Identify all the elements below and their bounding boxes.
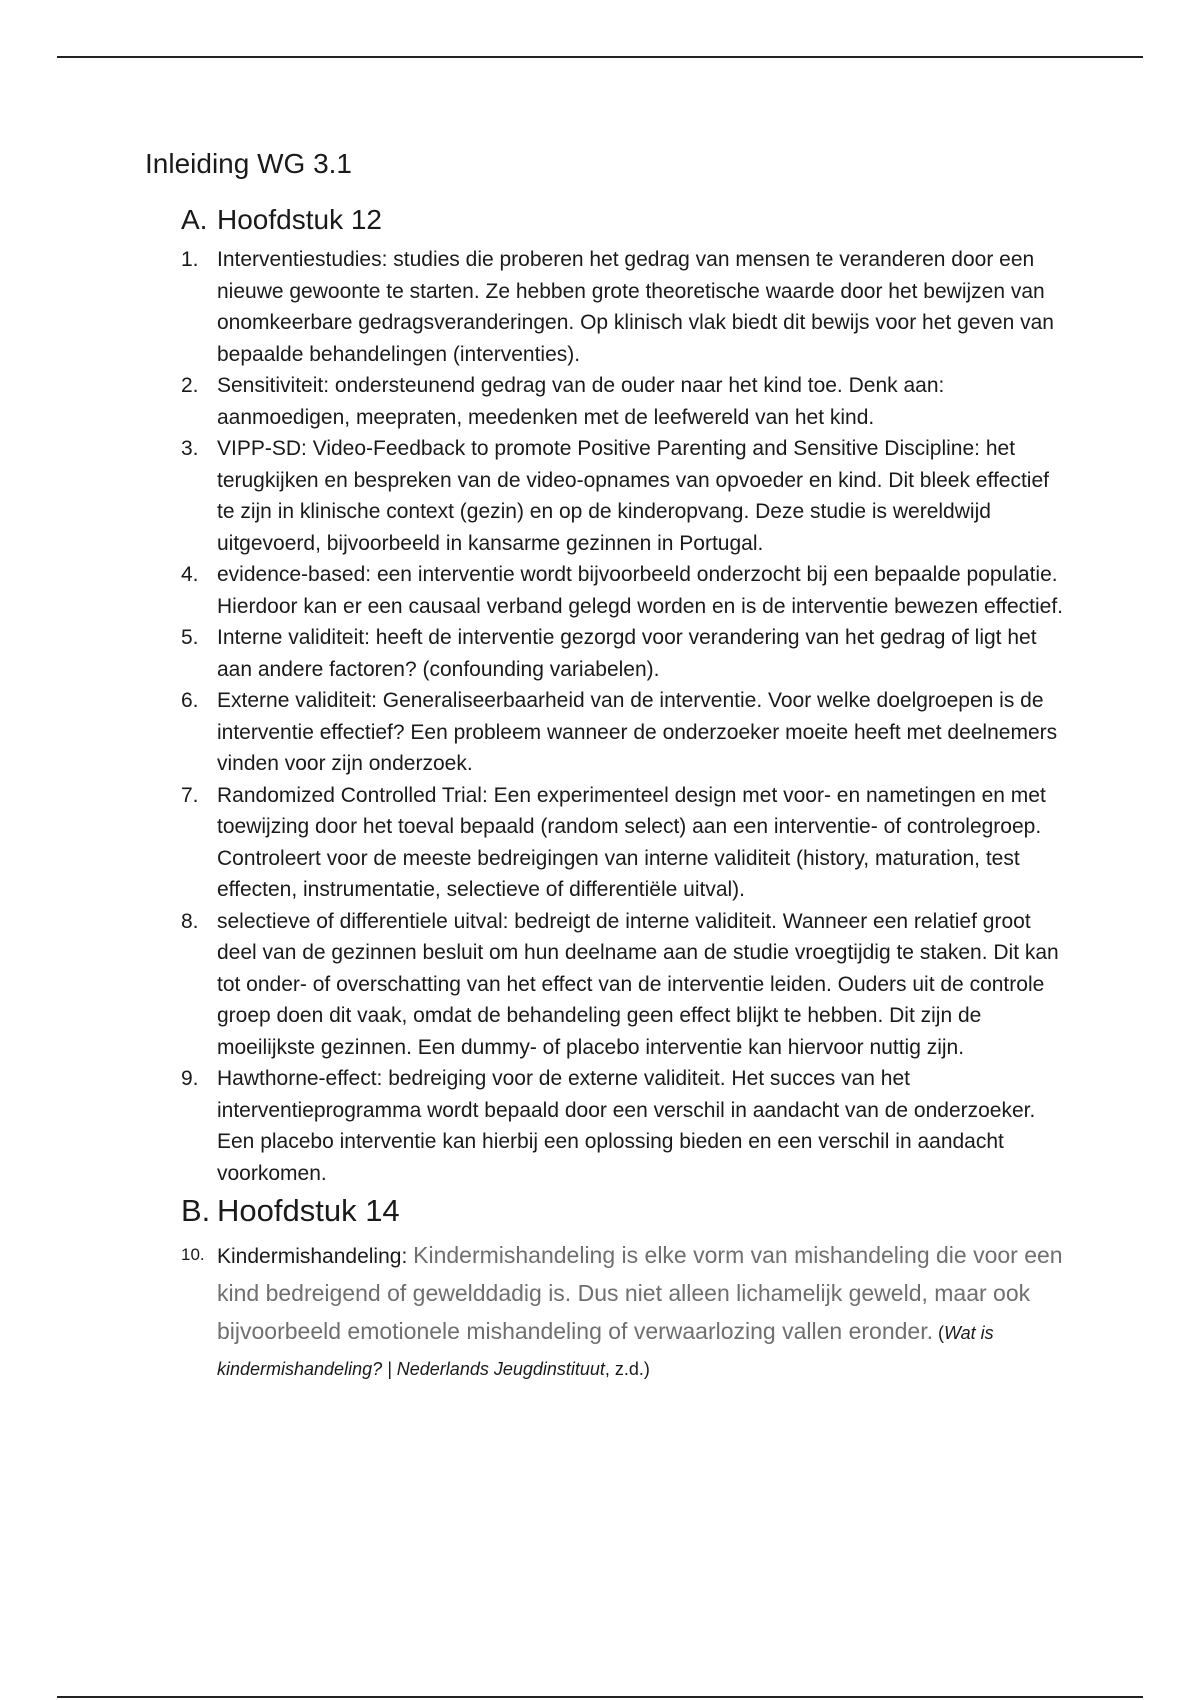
section-title: Hoofdstuk 14 bbox=[217, 1193, 400, 1228]
item-number: 6. bbox=[181, 689, 199, 712]
document-body bbox=[145, 148, 1065, 1387]
section-heading-b bbox=[181, 1193, 1065, 1229]
list-item bbox=[181, 685, 1065, 780]
list-item bbox=[181, 559, 1065, 622]
item-text: Interventiestudies: studies die proberen het gedrag van mensen te veranderen door een nieuwe gewoonte te starten. Ze hebben grote theoretische waarde door het bewijzen van onomkeerbare gedragsveranderingen. Op klinisch vlak biedt dit bewijs voor het geven van bepaalde behandelingen (interventies). bbox=[217, 248, 1054, 366]
citation-close: , z.d.) bbox=[604, 1359, 650, 1379]
section-heading-a bbox=[181, 202, 1065, 238]
item-number: 3. bbox=[181, 437, 199, 460]
list-item bbox=[181, 370, 1065, 433]
list-item bbox=[181, 906, 1065, 1064]
list-item bbox=[181, 433, 1065, 559]
item-text: Hawthorne-effect: bedreiging voor de externe validiteit. Het succes van het interventieprogramma wordt bepaald door een verschil in aandacht van de onderzoeker. Een placebo interventie kan hierbij een oplossing bieden en een verschil in aandacht voorkomen. bbox=[217, 1067, 1036, 1185]
section-title: Hoofdstuk 12 bbox=[217, 204, 382, 235]
item-number: 10. bbox=[181, 1245, 205, 1264]
section-letter: A. bbox=[181, 204, 208, 235]
item-number: 7. bbox=[181, 783, 199, 807]
citation-title: Wat is kindermishandeling? | Nederlands Jeugdinstituut bbox=[217, 1323, 994, 1379]
item-text bbox=[217, 1237, 1065, 1387]
item-definition: Kindermishandeling is elke vorm van mishandeling die voor een kind bedreigend of gewelddadig is. Dus niet alleen lichamelijk geweld, maar ook bijvoorbeeld emotionele mishandeling of verwaarlozing vallen eronder. bbox=[217, 1242, 1063, 1344]
item-text: Sensitiviteit: ondersteunend gedrag van de ouder naar het kind toe. Denk aan: aanmoedigen, meepraten, meedenken met de leefwereld van het kind. bbox=[217, 374, 945, 429]
item-term: Kindermishandeling: bbox=[217, 1245, 414, 1268]
item-number: 9. bbox=[181, 1067, 199, 1090]
item-text: Interne validiteit: heeft de interventie gezorgd voor verandering van het gedrag of ligt het aan andere factoren? (confounding variabelen). bbox=[217, 626, 1037, 681]
item-text: evidence-based: een interventie wordt bijvoorbeeld onderzocht bij een bepaalde populatie. Hierdoor kan er een causaal verband gelegd worden en is de interventie bewezen effectief. bbox=[217, 563, 1063, 618]
item-number: 4. bbox=[181, 563, 199, 586]
item-text: selectieve of differentiele uitval: bedreigt de interne validiteit. Wanneer een relatief groot deel van de gezinnen besluit om hun deelname aan de studie vroegtijdig te staken. Dit kan tot onder- of overschatting van het effect van de interventie leiden. Ouders uit de controle groep doen dit vaak, omdat de behandeling geen effect blijkt te hebben. Dit zijn de moeilijkste gezinnen. Een dummy- of placebo interventie kan hiervoor nuttig zijn. bbox=[217, 909, 1059, 1059]
item-number: 5. bbox=[181, 626, 199, 649]
citation-open: ( bbox=[933, 1323, 944, 1343]
top-rule bbox=[57, 56, 1143, 58]
list-item bbox=[181, 622, 1065, 685]
bottom-rule bbox=[57, 1696, 1143, 1698]
item-number: 1. bbox=[181, 248, 199, 271]
item-number: 8. bbox=[181, 909, 199, 933]
list-item bbox=[181, 780, 1065, 906]
item-text: VIPP-SD: Video-Feedback to promote Positive Parenting and Sensitive Discipline: het terugkijken en bespreken van de video-opnames van opvoeder en kind. Dit bleek effectief te zijn in klinische context (gezin) en op de kinderopvang. Deze studie is wereldwijd uitgevoerd, bijvoorbeeld in kansarme gezinnen in Portugal. bbox=[217, 437, 1049, 555]
item-number: 2. bbox=[181, 374, 199, 397]
list-item bbox=[181, 1063, 1065, 1189]
list-item bbox=[181, 1237, 1065, 1387]
document-title: Inleiding WG 3.1 bbox=[145, 148, 352, 179]
list-item bbox=[181, 244, 1065, 370]
item-text: Externe validiteit: Generaliseerbaarheid van de interventie. Voor welke doelgroepen is de interventie effectief? Een probleem wanneer de onderzoeker moeite heeft met deelnemers vinden voor zijn onderzoek. bbox=[217, 689, 1058, 775]
item-text: Randomized Controlled Trial: Een experimenteel design met voor- en nametingen en met toewijzing door het toeval bepaald (random select) aan een interventie- of controlegroep. Controleert voor de meeste bedreigingen van interne validiteit (history, maturation, test effecten, instrumentatie, selectieve of differentiële uitval). bbox=[217, 783, 1046, 901]
section-letter: B. bbox=[181, 1193, 211, 1228]
